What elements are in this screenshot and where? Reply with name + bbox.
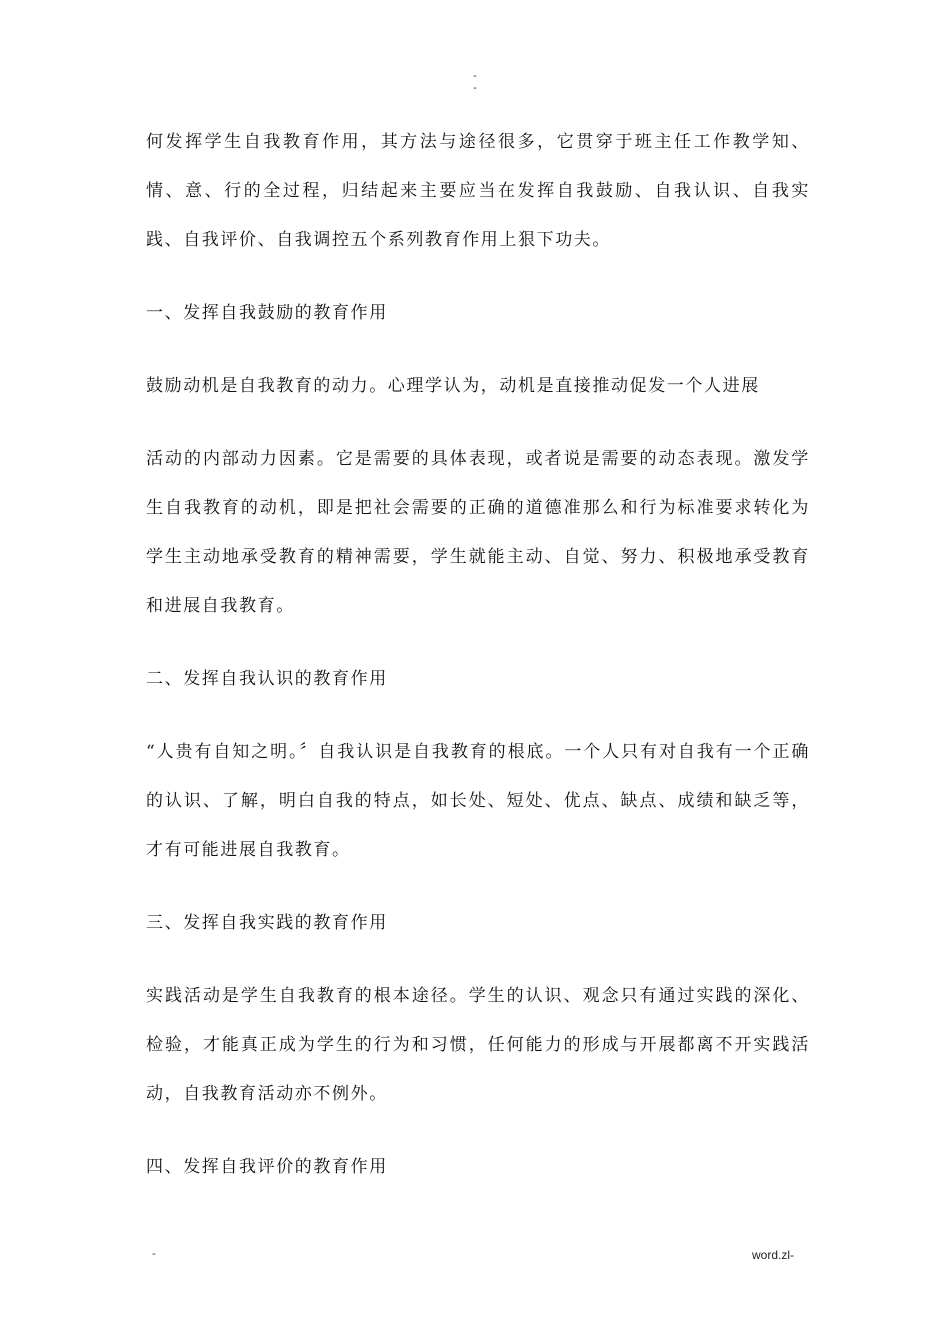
section-1-paragraph-1: 鼓励动机是自我教育的动力。心理学认为，动机是直接推动促发一个人进展 xyxy=(146,376,760,396)
section-3-paragraph-1: 实践活动是学生自我教育的根本途径。学生的认识、观念只有通过实践的深化、检验，才能真正成为学生的行为和习惯，任何能力的形成与开展都离不开实践活动，自我教育活动亦不例外。 xyxy=(146,986,810,1104)
footer-source-text: word.zl- xyxy=(751,1248,794,1262)
section-1-heading: 一、发挥自我鼓励的教育作用 xyxy=(146,303,388,323)
section-4-heading: 四、发挥自我评价的教育作用 xyxy=(146,1157,388,1177)
section-3-heading: 三、发挥自我实践的教育作用 xyxy=(146,913,388,933)
footer-left-mark: - xyxy=(152,1248,156,1260)
section-2-paragraph-1: “人贵有自知之明。〞自我认识是自我教育的根底。一个人只有对自我有一个正确的认识、了解，明白自我的特点，如长处、短处、优点、缺点、成绩和缺乏等，才有可能进展自我教育。 xyxy=(146,742,810,860)
document-body xyxy=(146,118,810,1192)
section-1-paragraph-2: 活动的内部动力因素。它是需要的具体表现，或者说是需要的动态表现。激发学生自我教育的动机，即是把社会需要的正确的道德准那么和行为标准要求转化为学生主动地承受教育的精神需要，学生就能主动、自觉、努力、积极地承受教育和进展自我教育。 xyxy=(146,449,810,616)
intro-paragraph: 何发挥学生自我教育作用，其方法与途径很多，它贯穿于班主任工作教学知、情、意、行的全过程，归结起来主要应当在发挥自我鼓励、自我认识、自我实践、自我评价、自我调控五个系列教育作用上狠下功夫。 xyxy=(146,132,810,250)
header-mark-top: - xyxy=(473,70,477,82)
section-2-heading: 二、发挥自我认识的教育作用 xyxy=(146,669,388,689)
header-mark-bottom: - xyxy=(473,82,477,94)
page-header xyxy=(0,70,950,94)
